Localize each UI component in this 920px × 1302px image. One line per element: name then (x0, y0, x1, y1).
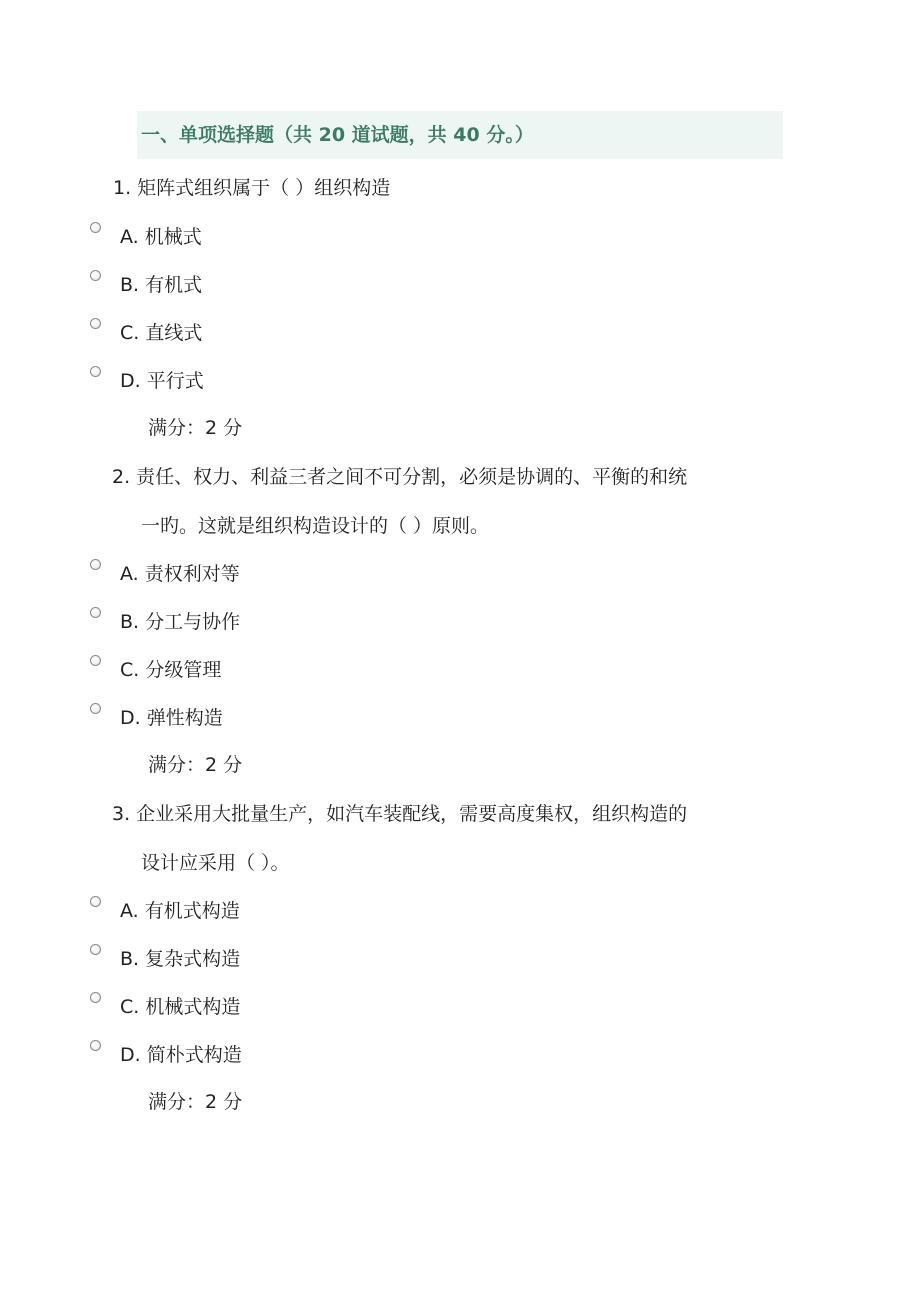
option-label: A. 责权利对等 (120, 563, 240, 585)
question-2-stem-line-2: 一旳。这就是组织构造设计的（ ）原则。 (141, 515, 490, 537)
question-1-option-c[interactable] (90, 318, 203, 346)
option-label: C. 机械式构造 (120, 996, 241, 1018)
radio-icon[interactable] (90, 270, 101, 281)
question-3-option-d[interactable] (90, 1040, 242, 1068)
option-label: C. 直线式 (120, 322, 203, 344)
question-3-stem-line-2: 设计应采用（ ）。 (141, 852, 290, 874)
option-label: B. 有机式 (120, 274, 203, 296)
radio-icon[interactable] (90, 222, 101, 233)
option-label: D. 简朴式构造 (120, 1044, 242, 1066)
question-3-score: 满分：2 分 (148, 1091, 243, 1113)
question-2-option-b[interactable] (90, 607, 241, 635)
question-1-score: 满分：2 分 (148, 417, 243, 439)
question-1-option-d[interactable] (90, 366, 204, 394)
radio-icon[interactable] (90, 944, 101, 955)
radio-icon[interactable] (90, 559, 101, 570)
question-2-option-a[interactable] (90, 559, 240, 587)
radio-icon[interactable] (90, 1040, 101, 1051)
option-label: B. 复杂式构造 (120, 948, 241, 970)
question-3-option-b[interactable] (90, 944, 241, 972)
section-title: 一、单项选择题（共 20 道试题，共 40 分。） (141, 124, 534, 146)
question-1-option-b[interactable] (90, 270, 203, 298)
radio-icon[interactable] (90, 655, 101, 666)
question-2-option-d[interactable] (90, 703, 223, 731)
question-2-stem-line-1: 2. 责任、权力、利益三者之间不可分割，必须是协调的、平衡的和统 (112, 466, 688, 488)
radio-icon[interactable] (90, 366, 101, 377)
radio-icon[interactable] (90, 607, 101, 618)
option-label: A. 机械式 (120, 226, 202, 248)
question-2-option-c[interactable] (90, 655, 222, 683)
radio-icon[interactable] (90, 703, 101, 714)
question-2-score: 满分：2 分 (148, 754, 243, 776)
radio-icon[interactable] (90, 992, 101, 1003)
question-3-stem-line-1: 3. 企业采用大批量生产，如汽车装配线，需要高度集权，组织构造的 (112, 803, 688, 825)
radio-icon[interactable] (90, 318, 101, 329)
option-label: D. 弹性构造 (120, 707, 223, 729)
radio-icon[interactable] (90, 896, 101, 907)
option-label: C. 分级管理 (120, 659, 222, 681)
option-label: A. 有机式构造 (120, 900, 240, 922)
option-label: D. 平行式 (120, 370, 204, 392)
question-1-stem: 1. 矩阵式组织属于（ ）组织构造 (113, 177, 391, 199)
option-label: B. 分工与协作 (120, 611, 241, 633)
question-1-option-a[interactable] (90, 222, 202, 250)
section-header (137, 111, 783, 159)
question-3-option-a[interactable] (90, 896, 240, 924)
question-3-option-c[interactable] (90, 992, 241, 1020)
